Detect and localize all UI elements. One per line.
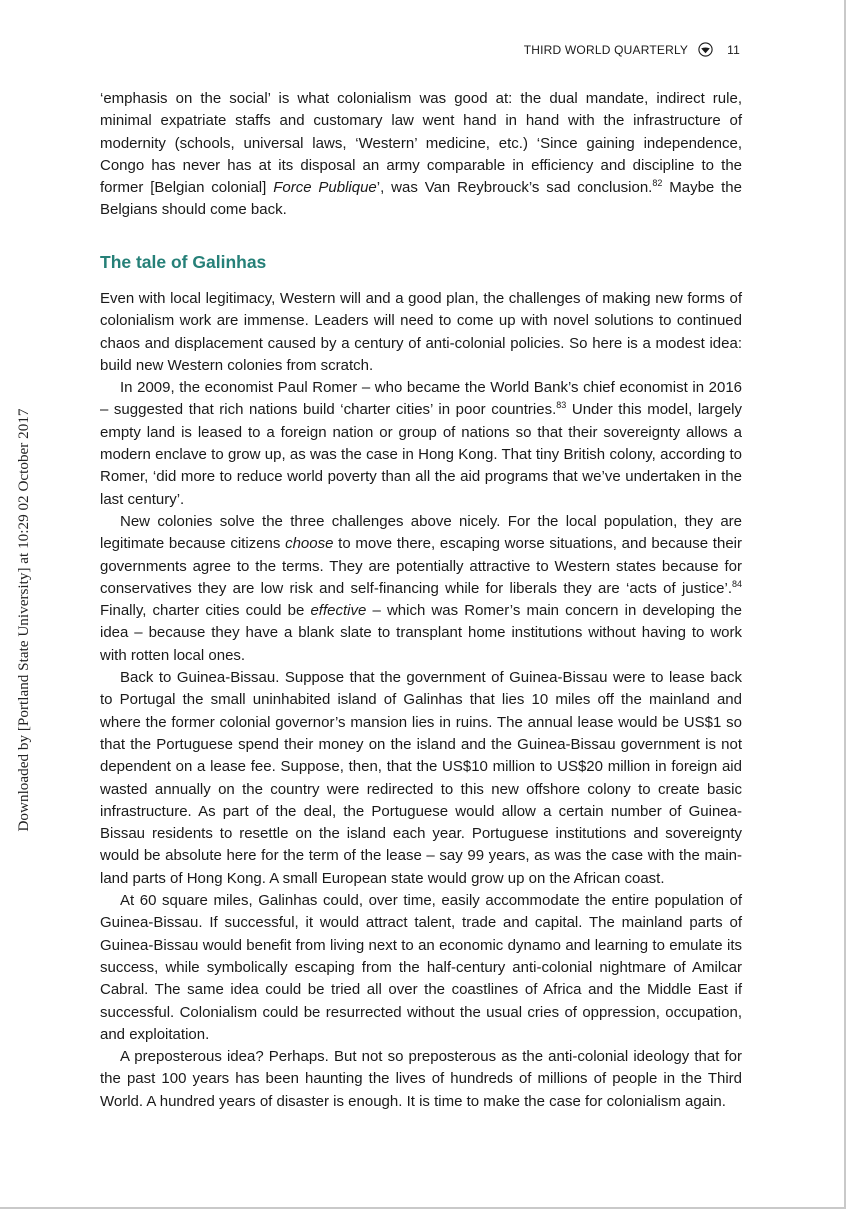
emphasis-text: choose (285, 535, 334, 553)
paragraph (100, 1046, 742, 1113)
emphasis-text: Force Publique (273, 179, 377, 197)
text-run: Even with local legitimacy, Western will and a good plan, the challenges of making new forms of colonialism work are immense. Leaders will need to come up with novel solutions to continued chaos and displacement caused by a century of anti-colonial policies. So here is a modest idea: build new Western colonies from scratch. (100, 290, 742, 374)
text-run: Back to Guinea-Bissau. Suppose that the government of Guinea-Bissau were to lease back to Portugal the small uninhabited island of Galinhas that lies 10 miles off the mainland and where the former colonial governor’s mansion lies in ruins. The annual lease would be US$1 so that the Portuguese spend their money on the island and the Guinea-Bissau government is not dependent on a lease fee. Suppose, then, that the US$10 million to US$20 million in foreign aid wasted annually on the country were redirected to this new offshore colony to create basic infrastructure. As part of the deal, the Portuguese would allow a certain number of Guinea-Bissau residents to resettle on the island each year. Portuguese institutions and sovereignty would be absolute here for the term of the lease – say 99 years, as was the case with the mainland parts of Hong Kong. A small European state would grow up on the African coast. (100, 669, 742, 887)
text-run: – which was Romer’s main concern in developing the idea – because they have a blank slate to transplant home institutions without having to work with rotten local ones. (100, 602, 742, 664)
paragraph-continued (100, 88, 742, 222)
watermark-text: Downloaded by [Portland State University] at 10:29 02 October 2017 (15, 408, 32, 832)
emphasis-text: effective (310, 602, 367, 620)
running-head (524, 42, 740, 57)
paragraph (100, 667, 742, 890)
text-run: New colonies solve the three challenges above nicely. For the local population, they are legitimate because citizens (100, 512, 742, 553)
journal-logo-icon (698, 42, 713, 57)
journal-title: THIRD WORLD QUARTERLY (523, 42, 689, 57)
page-number: 11 (727, 42, 740, 57)
text-run: At 60 square miles, Galinhas could, over time, easily accommodate the entire population of Guinea-Bissau. If successful, it would attract talent, trade and capital. The mainland parts of Guinea-Bissau would benefit from living next to an economic dynamo and learning to emulate its success, while symbolically escaping from the half-century anti-colonial nightmare of Amilcar Cabral. The same idea could be tried all over the coastlines of Africa and the Middle East if successful. Colonialism could be resurrected without the usual cries of oppression, occupation, and exploitation. (100, 892, 742, 1043)
paragraph (100, 377, 742, 511)
text-run: Finally, charter cities could be (100, 602, 311, 620)
text-run: to move there, escaping worse situations, and because their governments agree to the terms. They are potentially attractive to Western states because for conservatives they are low risk and self-financing while for liberals they are ‘acts of justice’. (100, 535, 742, 597)
text-run: Maybe the Belgians should come back. (100, 179, 742, 219)
text-run: In 2009, the economist Paul Romer – who became the World Bank’s chief economist in 2016 – suggested that rich nations build ‘charter cities’ in poor countries. (100, 379, 742, 419)
text-run: ‘emphasis on the social’ is what colonialism was good at: the dual mandate, indirect rule, minimal expatriate staffs and customary law went hand in hand with the infrastructure of modernity (schools, universal laws, ‘Western’ medicine, etc.) ‘Since gaining independence, Congo has never has at its disposal an army comparable in efficiency and discipline to the former [Belgian colonial] (100, 90, 742, 197)
section-heading: The tale of Galinhas (100, 252, 267, 272)
section-body (100, 288, 742, 1113)
text-run: Under this model, largely empty land is leased to a foreign nation or group of nations so that their sovereignty allows a modern enclave to grow up, as was the case in Hong Kong. That tiny British colony, according to Romer, ‘did more to reduce world poverty than all the aid programs that we’ve undertaken in the last century’. (100, 401, 743, 508)
footnote-ref[interactable]: 84 (731, 578, 742, 589)
text-run: ’, was Van Reybrouck’s sad conclusion. (376, 179, 653, 197)
footnote-ref[interactable]: 83 (556, 400, 567, 411)
footnote-ref[interactable]: 82 (652, 178, 663, 189)
paragraph (100, 288, 742, 377)
paragraph (100, 890, 742, 1046)
text-run: A preposterous idea? Perhaps. But not so preposterous as the anti-colonial ideology that for the past 100 years has been haunting the lives of hundreds of millions of people in the Third World. A hundred years of disaster is enough. It is time to make the case for colonialism again. (100, 1048, 742, 1110)
paragraph (100, 511, 742, 667)
